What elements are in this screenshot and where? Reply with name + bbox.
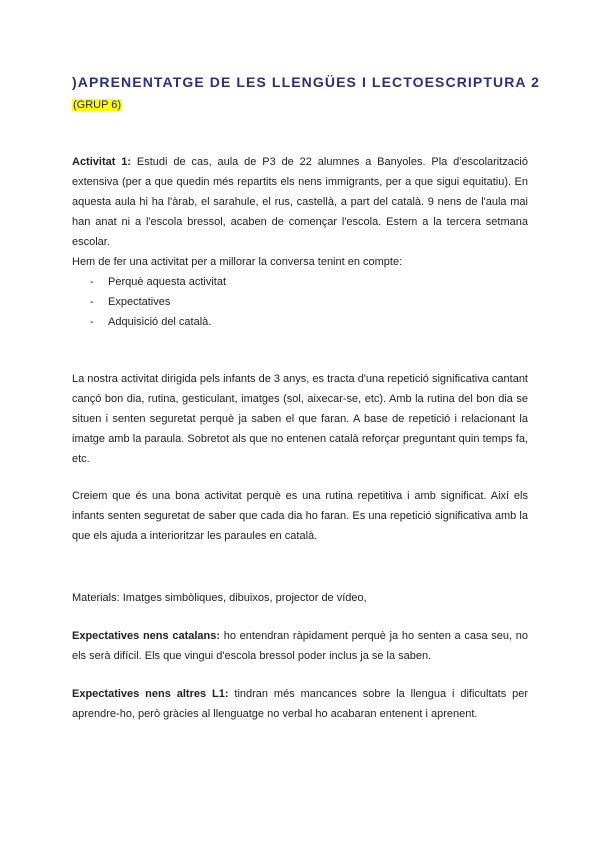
expectations-catalans <box>72 626 528 666</box>
page-title: )APRENENTATGE DE LES LLENGÜES I LECTOESCRIPTURA 2 <box>72 74 540 90</box>
paragraph-justification: Creiem que és una bona activitat perquè es una rutina repetitiva i amb significat. Així els infants senten seguretat de saber que cada dia ho faran. Es una repetició significativa amb la que els ajuda a interioritzar les paraules en català. <box>72 490 528 542</box>
activity-section <box>72 152 528 332</box>
activity-paragraph <box>72 152 528 252</box>
expectations-other-label: Expectatives nens altres L1: <box>72 688 229 700</box>
activity-task: Hem de fer una activitat per a millorar la conversa tenint en compte: <box>72 256 403 268</box>
expectations-catalans-text: ho entendran ràpidament perquè ja ho senten a casa seu, no els serà difícil. Els que vingui d'escola bressol poder inclus ja se la saben. <box>72 630 528 662</box>
activity-text: Estudi de cas, aula de P3 de 22 alumnes a Banyoles. Pla d'escolarització extensiva (per a que quedin més repartits els nens immigrants, per a que sigui equitatiu). En aquesta aula hi ha l'àrab, el sarahule, el rus, castellà, a part del català. 9 nens de l'aula mai han anat ni a l'escola bressol, acaben de començar l'escola. Estem a la tercera setmana escolar. <box>72 156 528 248</box>
list-item: - Perquè aquesta activitat <box>72 272 528 292</box>
paragraph-activity-description: La nostra activitat dirigida pels infants de 3 anys, es tracta d'una repetició significativa cantant cançó bon dia, rutina, gesticulant, imatges (sol, aixecar-se, etc). Amb la rutina del bon dia se situen i senten seguretat perquè ja saben el que faran. A base de repetició i relacionant la imatge amb la paraula. Sobretot als que no entenen català reforçar preguntant quin temps fa, etc. <box>72 373 528 465</box>
list-item: - Adquisició del català. <box>72 312 528 332</box>
activity-label: Activitat 1: <box>72 156 132 168</box>
activity-list <box>72 272 528 332</box>
expectations-other-text: tindran més mancances sobre la llengua i dificultats per aprendre-ho, però gràcies al llenguatge no verbal ho acabaran entenent i aprenent. <box>72 688 529 720</box>
expectations-other-l1 <box>72 684 528 724</box>
list-item: - Expectatives <box>72 292 528 312</box>
expectations-catalans-label: Expectatives nens catalans: <box>72 630 221 642</box>
materials-line: Materials: Imatges simbòliques, dibuixos, projector de vídeo, <box>72 592 367 604</box>
group-label: (GRUP 6) <box>73 99 122 111</box>
